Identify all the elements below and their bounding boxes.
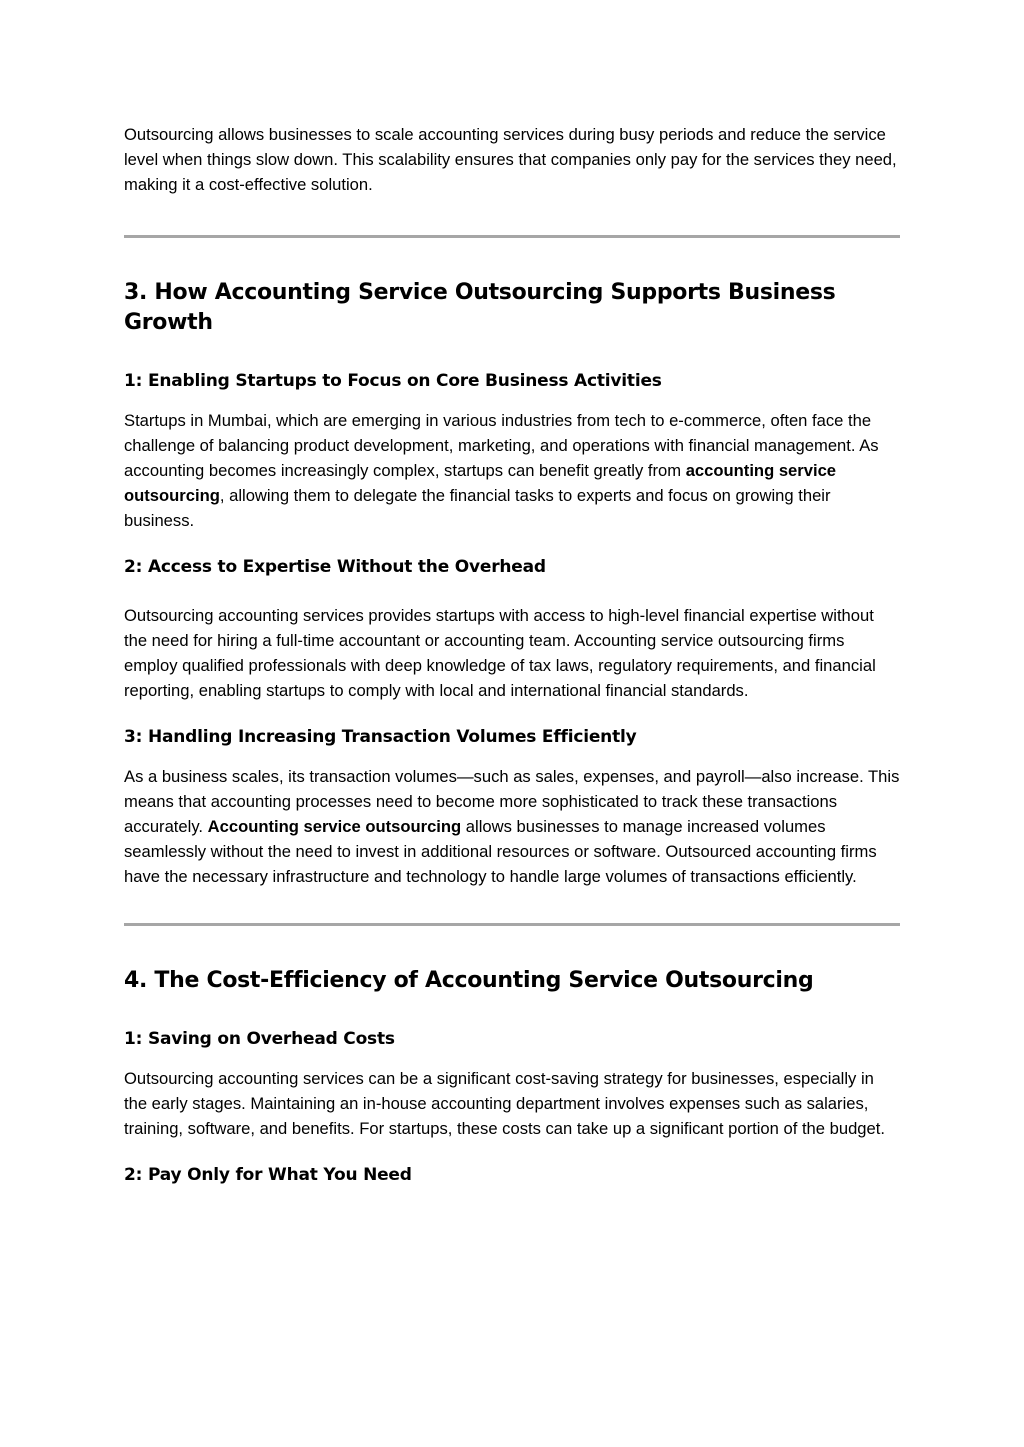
section-3-sub-2-paragraph: Outsourcing accounting services provides startups with access to high-level financial expertise without the need for hiring a full-time accountant or accounting team. Accounting service outsourcing firms employ qualified professionals with deep knowledge of tax laws, regulatory requirements, and financial reporting, enabling startups to comply with local and international financial standards. <box>124 606 876 700</box>
section-4-sub-1-heading: 1: Saving on Overhead Costs <box>124 1029 395 1049</box>
section-3-sub-2-heading: 2: Access to Expertise Without the Overhead <box>124 557 546 577</box>
section-3-sub-3-paragraph <box>124 764 900 889</box>
section-3-sub-3-heading: 3: Handling Increasing Transaction Volumes Efficiently <box>124 727 637 747</box>
intro-paragraph: Outsourcing allows businesses to scale accounting services during busy periods and reduce the service level when things slow down. This scalability ensures that companies only pay for the services they need, making it a cost-effective solution. <box>124 125 897 194</box>
section-4-sub-2-heading: 2: Pay Only for What You Need <box>124 1165 412 1185</box>
section-4-heading: 4. The Cost-Efficiency of Accounting Service Outsourcing <box>124 968 814 993</box>
bold-keyword: Accounting service outsourcing <box>207 817 462 836</box>
section-3-sub-1-paragraph <box>124 408 900 533</box>
bold-keyword: accounting service outsourcing <box>124 461 837 505</box>
paragraph-text: As a business scales, its transaction volumes—such as sales, expenses, and payroll—also increase. This means that accounting processes need to become more sophisticated to track these transactions accurately. <box>124 767 900 836</box>
paragraph-text: , allowing them to delegate the financial tasks to experts and focus on growing their business. <box>124 486 831 530</box>
document-page <box>124 122 900 1187</box>
paragraph-text: Startups in Mumbai, which are emerging in various industries from tech to e-commerce, often face the challenge of balancing product development, marketing, and operations with financial management. As accounting becomes increasingly complex, startups can benefit greatly from <box>124 411 879 480</box>
section-3-heading: 3. How Accounting Service Outsourcing Supports Business Growth <box>124 280 836 335</box>
section-3-sub-1-heading: 1: Enabling Startups to Focus on Core Business Activities <box>124 371 662 391</box>
section-4-sub-1-paragraph: Outsourcing accounting services can be a significant cost-saving strategy for businesses, especially in the early stages. Maintaining an in-house accounting department involves expenses such as salaries, training, software, and benefits. For startups, these costs can take up a significant portion of the budget. <box>124 1069 885 1138</box>
paragraph-text: allows businesses to manage increased volumes seamlessly without the need to invest in additional resources or software. Outsourced accounting firms have the necessary infrastructure and technology to handle large volumes of transactions efficiently. <box>124 817 877 886</box>
